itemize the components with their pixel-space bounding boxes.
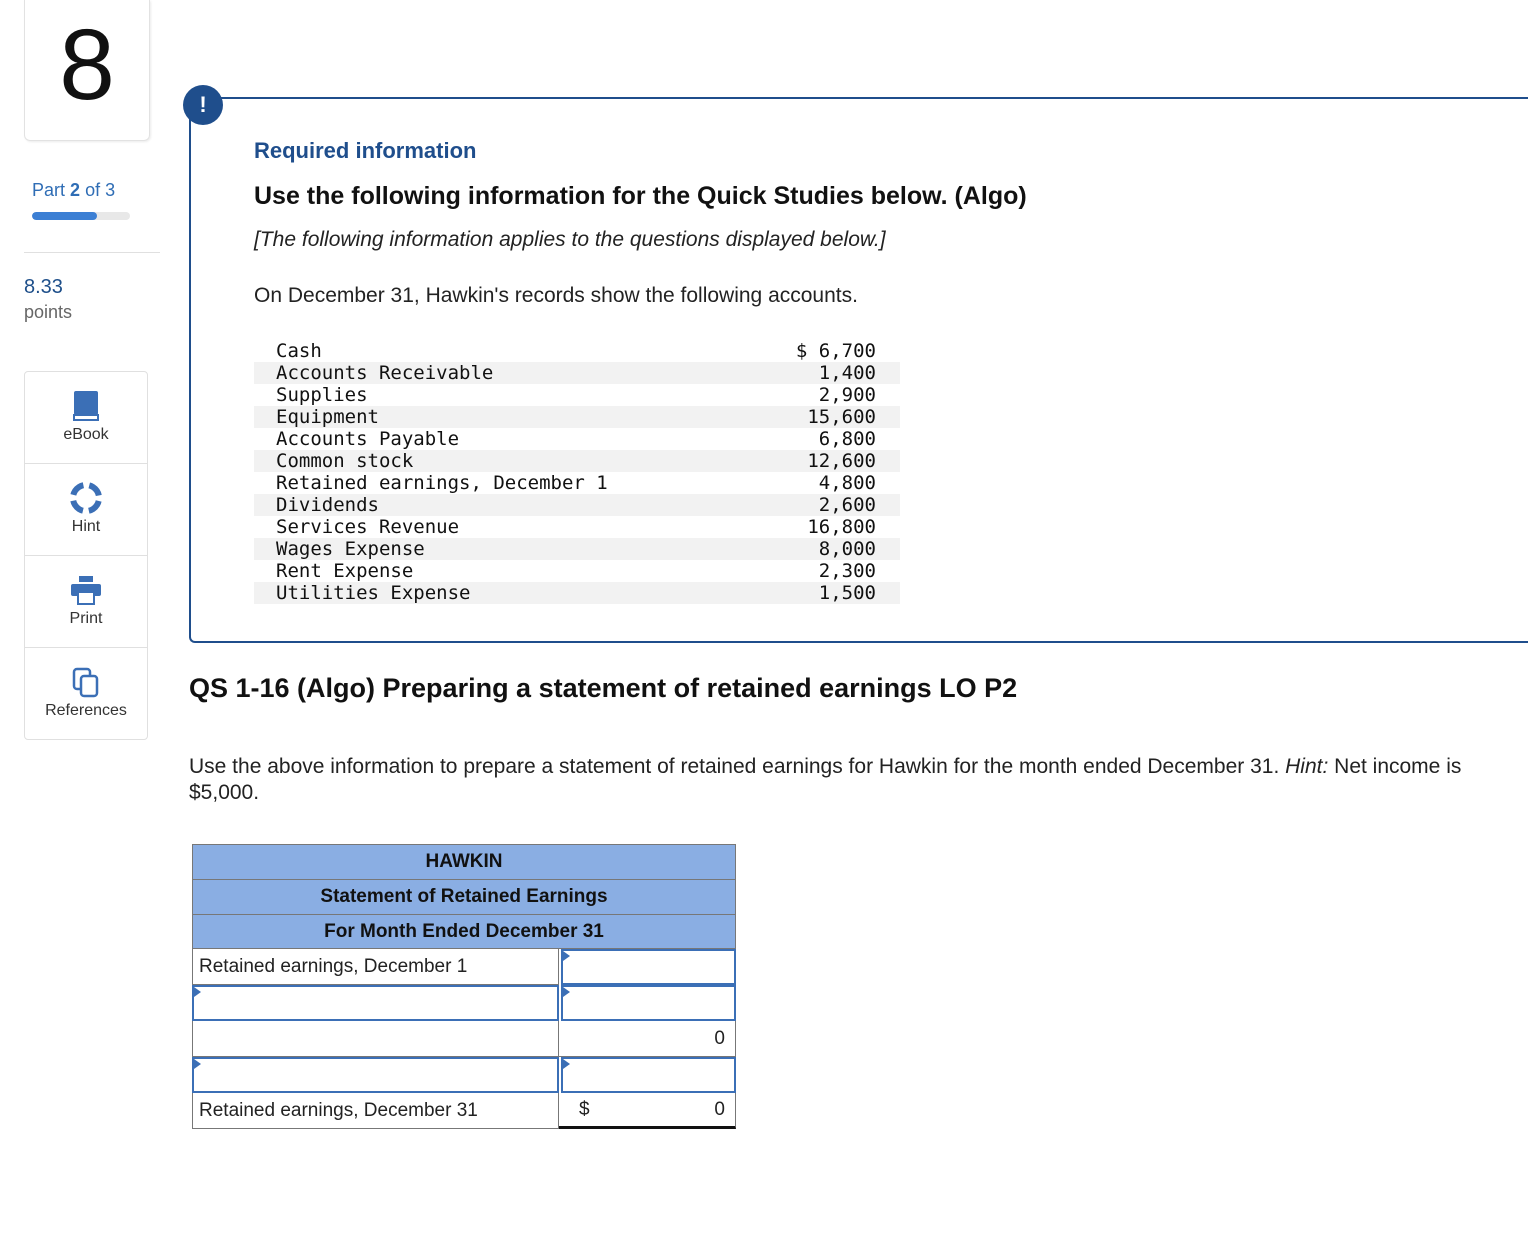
references-label: References (45, 702, 127, 719)
print-label: Print (69, 610, 103, 627)
table-row (192, 949, 736, 985)
account-row (254, 340, 900, 362)
account-name: Retained earnings, December 1 (276, 472, 608, 494)
account-name: Rent Expense (276, 560, 414, 582)
row2-amount-input[interactable] (561, 985, 736, 1021)
part-indicator: Part 2 of 3 (32, 180, 116, 200)
book-icon (72, 390, 100, 422)
account-amount: $ 6,700 (795, 340, 876, 362)
account-amount: 15,600 (753, 406, 900, 428)
hint-word: Hint: (1285, 755, 1329, 778)
table-row (192, 985, 736, 1021)
final-total (559, 1093, 736, 1129)
applies-note: [The following information applies to the questions displayed below.] (254, 228, 886, 251)
account-amount: 2,600 (753, 494, 900, 516)
table-row (192, 1093, 736, 1129)
account-name: Services Revenue (276, 516, 460, 538)
account-name: Wages Expense (254, 538, 753, 560)
account-row (254, 450, 900, 472)
account-name: Supplies (276, 384, 368, 406)
ebook-label: eBook (63, 426, 109, 443)
account-row (254, 384, 900, 406)
account-row (254, 516, 900, 538)
account-name: Utilities Expense (254, 582, 753, 604)
account-row (254, 538, 900, 560)
account-row (254, 406, 900, 428)
final-value: 0 (714, 1098, 725, 1120)
alert-icon: ! (183, 85, 223, 125)
row1-amount-input[interactable] (561, 949, 736, 985)
account-amount: 2,900 (818, 384, 876, 406)
statement-period: For Month Ended December 31 (192, 914, 736, 949)
question-title: QS 1-16 (Algo) Preparing a statement of retained earnings LO P2 (189, 673, 1018, 703)
question-number: 8 (59, 9, 115, 121)
account-row (254, 560, 900, 582)
statement-company: HAWKIN (192, 844, 736, 879)
table-row (192, 1021, 736, 1057)
row1-label: Retained earnings, December 1 (192, 949, 559, 985)
subtotal-value: 0 (559, 1021, 736, 1057)
row2-label-input[interactable] (192, 985, 559, 1021)
account-amount: 2,300 (818, 560, 876, 582)
account-name: Accounts Payable (276, 428, 460, 450)
part-progress-fill (32, 212, 97, 220)
question-text: Use the above information to prepare a statement of retained earnings for Hawkin for the month ended December 31. Hint: Net income is $5,000. (189, 755, 1462, 804)
required-info-title: Required information (254, 138, 477, 163)
account-row (254, 472, 900, 494)
final-currency: $ (579, 1098, 590, 1120)
hint-button[interactable] (25, 464, 147, 556)
sidebar-divider (24, 252, 160, 253)
account-row (254, 428, 900, 450)
account-row (254, 494, 900, 516)
account-amount: 12,600 (753, 450, 900, 472)
part-of: of 3 (85, 180, 116, 200)
account-row (254, 582, 900, 604)
part-current: 2 (70, 180, 81, 200)
points-label: points (24, 302, 73, 322)
table-row (192, 1057, 736, 1093)
accounts-table (254, 340, 900, 604)
account-amount: 4,800 (818, 472, 876, 494)
account-amount: 1,400 (753, 362, 900, 384)
account-name: Equipment (254, 406, 753, 428)
question-number-box (24, 0, 150, 141)
part-progress-bar (32, 212, 130, 220)
account-name: Common stock (254, 450, 753, 472)
account-amount: 16,800 (807, 516, 876, 538)
references-button[interactable] (25, 648, 147, 739)
subtotal-label (192, 1021, 559, 1057)
account-amount: 8,000 (753, 538, 900, 560)
hint-label: Hint (71, 518, 101, 535)
printer-icon (70, 574, 102, 606)
account-name: Cash (276, 340, 322, 362)
points-value: 8.33 (24, 276, 63, 298)
account-amount: 1,500 (753, 582, 900, 604)
account-name: Accounts Receivable (254, 362, 753, 384)
statement-table (192, 844, 736, 1129)
required-info-heading: Use the following information for the Quick Studies below. (Algo) (254, 182, 1027, 210)
accounts-intro: On December 31, Hawkin's records show the following accounts. (254, 284, 858, 307)
account-name: Dividends (254, 494, 753, 516)
account-row (254, 362, 900, 384)
final-label: Retained earnings, December 31 (192, 1093, 559, 1129)
row4-label-input[interactable] (192, 1057, 559, 1093)
tools-panel (24, 371, 148, 740)
print-button[interactable] (25, 556, 147, 648)
row4-amount-input[interactable] (561, 1057, 736, 1093)
ebook-button[interactable] (25, 372, 147, 464)
statement-title: Statement of Retained Earnings (192, 879, 736, 914)
account-amount: 6,800 (818, 428, 876, 450)
lifebuoy-icon (70, 482, 102, 514)
copy-icon (71, 666, 101, 698)
